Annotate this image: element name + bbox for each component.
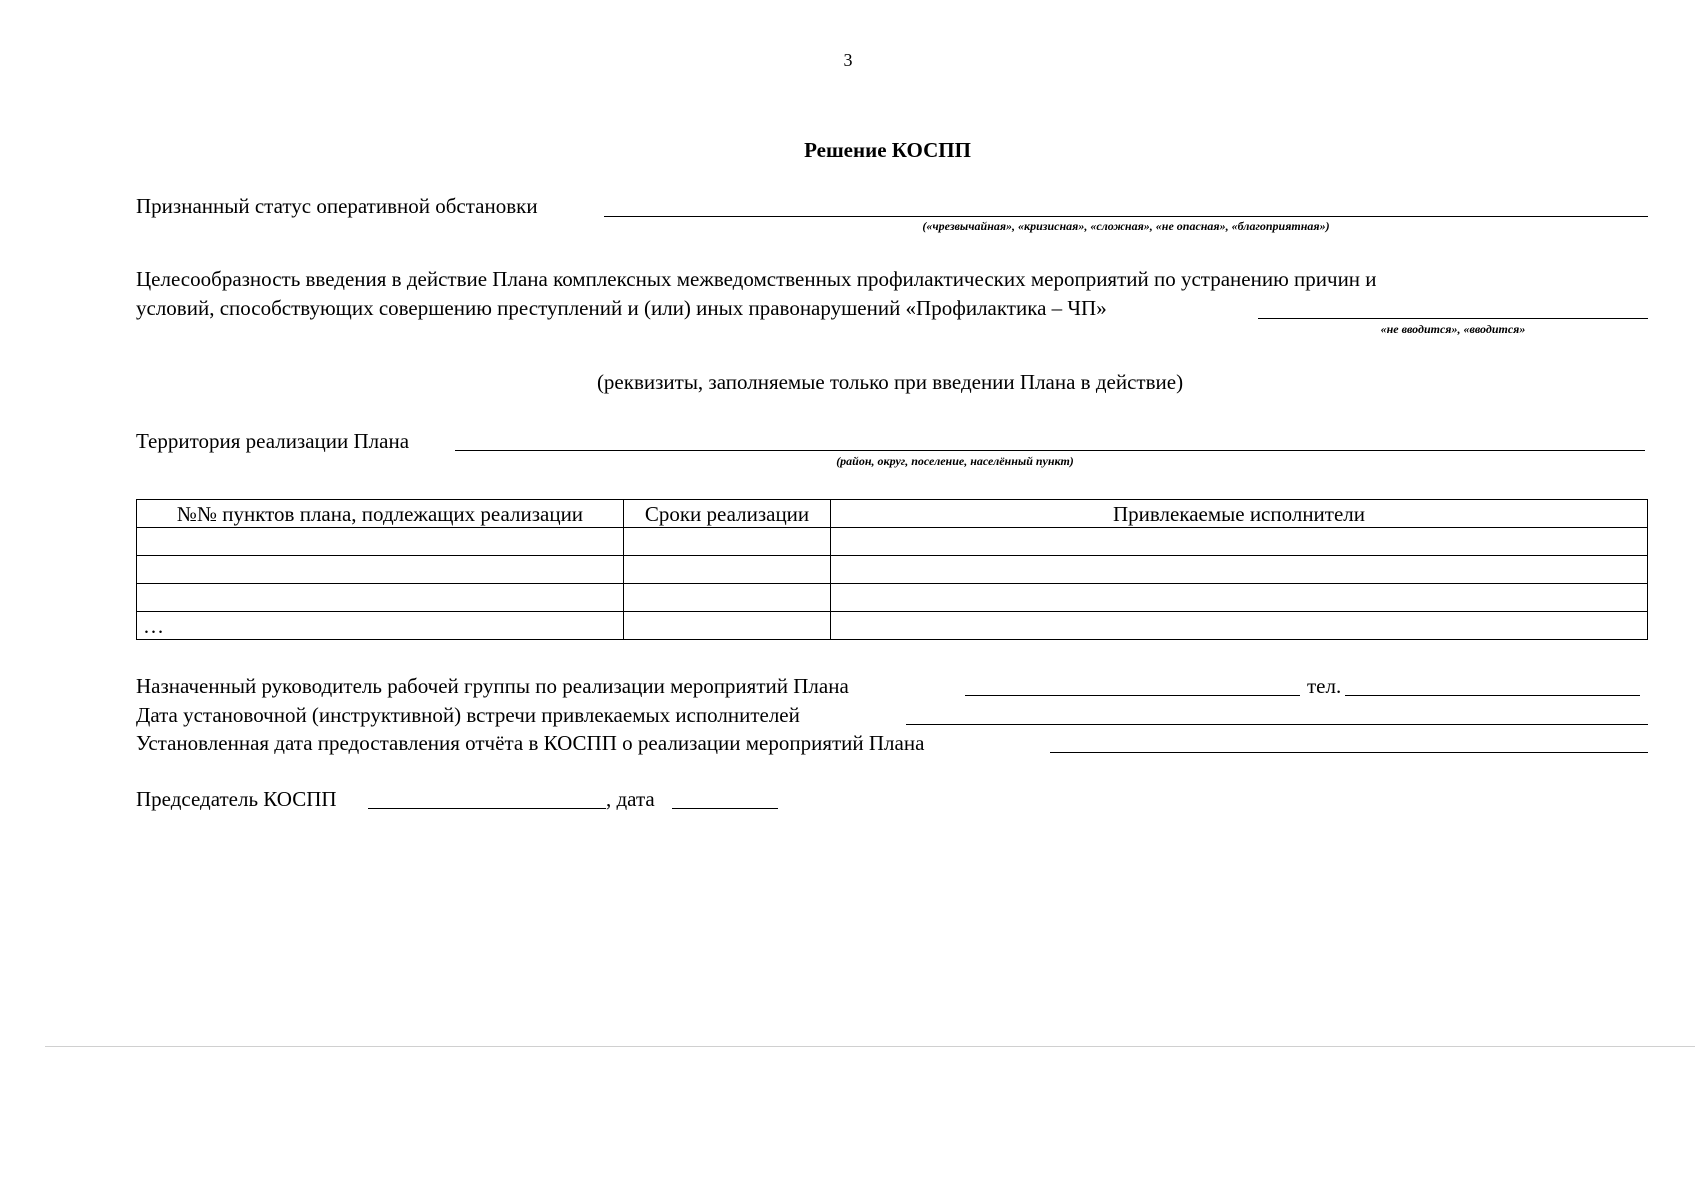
table-cell[interactable] bbox=[137, 556, 624, 584]
table-cell[interactable] bbox=[137, 528, 624, 556]
expediency-hint: «не вводится», «вводится» bbox=[1380, 322, 1526, 336]
phone-label: тел. bbox=[1307, 674, 1342, 698]
table-cell[interactable] bbox=[137, 584, 624, 612]
meeting-label: Дата установочной (инструктивной) встречи привлекаемых исполнителей bbox=[136, 703, 800, 727]
expediency-text-line2: условий, способствующих совершению преступлений и (или) иных правонарушений «Профилактика – ЧП» bbox=[136, 296, 1107, 320]
signature-date-field[interactable] bbox=[672, 808, 778, 809]
table-row bbox=[137, 612, 1648, 640]
table-row bbox=[137, 584, 1648, 612]
report-date-field[interactable] bbox=[1050, 752, 1648, 753]
section-subtitle: (реквизиты, заполняемые только при введении Плана в действие) bbox=[596, 370, 1184, 394]
date-label: , дата bbox=[606, 787, 655, 811]
table-cell[interactable] bbox=[831, 612, 1648, 640]
table-header-row bbox=[137, 500, 1648, 528]
table-cell[interactable] bbox=[831, 556, 1648, 584]
chairman-signature-field[interactable] bbox=[368, 808, 606, 809]
status-field[interactable] bbox=[604, 216, 1648, 217]
page-edge-divider bbox=[45, 1046, 1695, 1047]
report-label: Установленная дата предоставления отчёта в КОСПП о реализации мероприятий Плана bbox=[136, 731, 925, 755]
table-cell[interactable]: … bbox=[137, 612, 624, 640]
leader-label: Назначенный руководитель рабочей группы по реализации мероприятий Плана bbox=[136, 674, 849, 698]
territory-label: Территория реализации Плана bbox=[136, 429, 410, 453]
phone-field[interactable] bbox=[1345, 695, 1640, 696]
leader-field[interactable] bbox=[965, 695, 1300, 696]
table-cell[interactable] bbox=[624, 584, 831, 612]
column-header-items: №№ пунктов плана, подлежащих реализации bbox=[137, 500, 624, 528]
status-label: Признанный статус оперативной обстановки bbox=[136, 194, 538, 218]
territory-field[interactable] bbox=[455, 450, 1645, 451]
status-hint: («чрезвычайная», «кризисная», «сложная», «не опасная», «благоприятная») bbox=[922, 219, 1330, 233]
table-cell[interactable] bbox=[831, 584, 1648, 612]
table-cell[interactable] bbox=[624, 528, 831, 556]
table-row bbox=[137, 556, 1648, 584]
table-cell[interactable] bbox=[624, 556, 831, 584]
page-number: 3 bbox=[843, 50, 853, 70]
chairman-label: Председатель КОСПП bbox=[136, 787, 337, 811]
meeting-date-field[interactable] bbox=[906, 724, 1648, 725]
expediency-field[interactable] bbox=[1258, 318, 1648, 319]
column-header-executors: Привлекаемые исполнители bbox=[831, 500, 1648, 528]
expediency-text-line1: Целесообразность введения в действие Плана комплексных межведомственных профилактических мероприятий по устранению причин и bbox=[136, 267, 1377, 291]
page-title: Решение КОСПП bbox=[804, 138, 971, 162]
table-cell[interactable] bbox=[624, 612, 831, 640]
table-cell[interactable] bbox=[831, 528, 1648, 556]
territory-hint: (район, округ, поселение, населённый пункт) bbox=[836, 454, 1074, 468]
plan-table bbox=[136, 499, 1648, 640]
column-header-terms: Сроки реализации bbox=[624, 500, 831, 528]
table-row bbox=[137, 528, 1648, 556]
